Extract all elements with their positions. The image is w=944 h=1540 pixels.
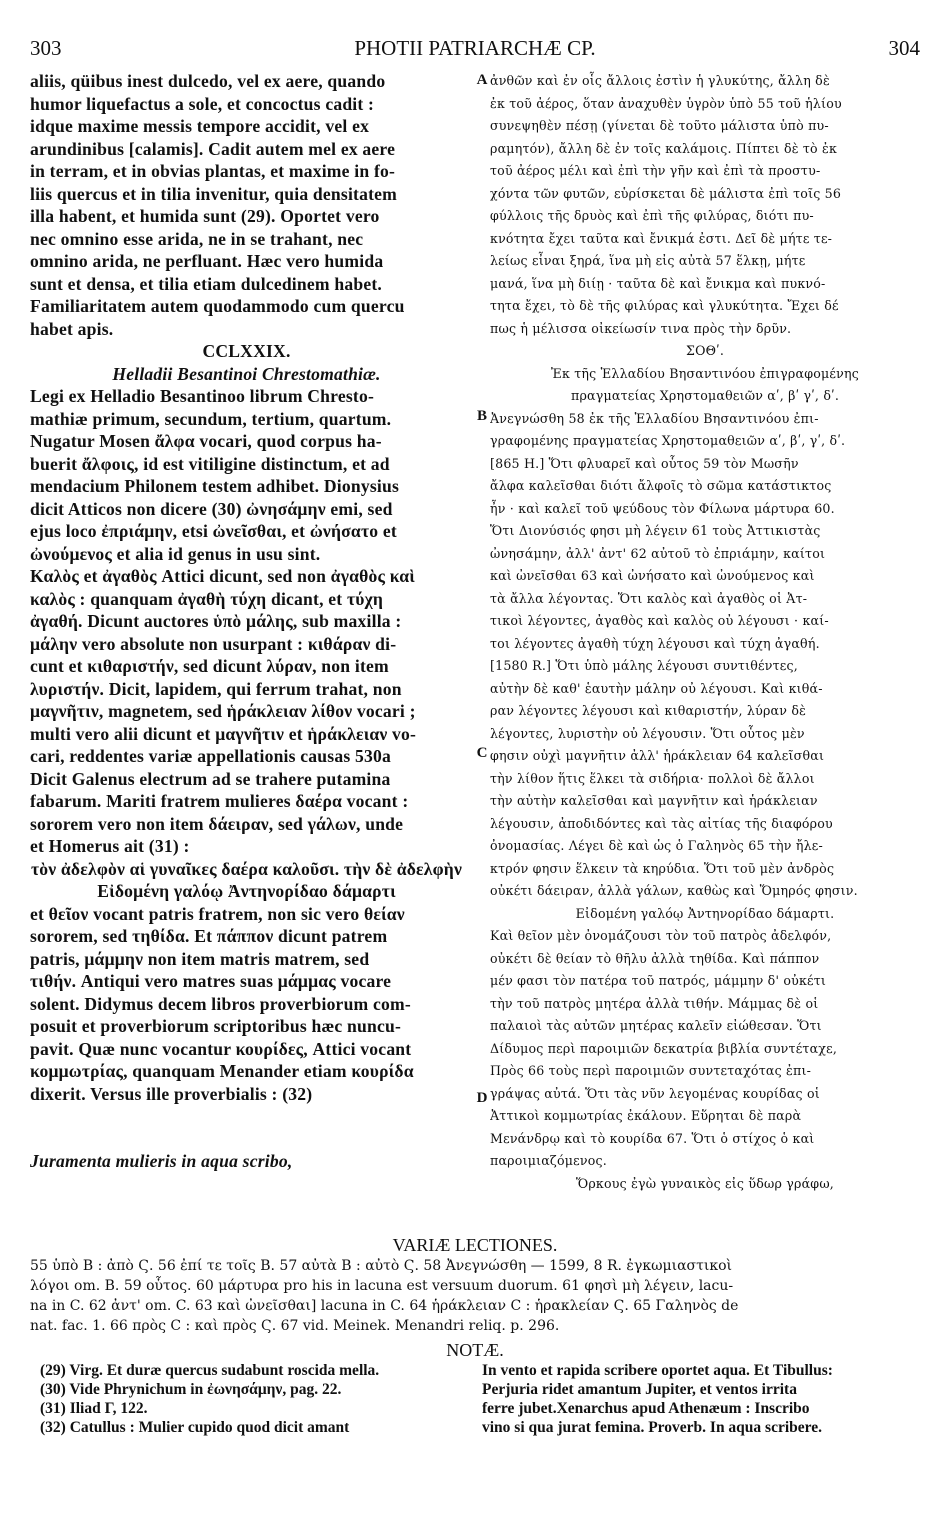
text-line: συνεψηθὲν πέσῃ (γίνεται δὲ τοῦτο μάλιστα ὑπὸ πυ- bbox=[490, 118, 829, 133]
variae-line: 55 ὑπὸ B : ἀπὸ Ϛ. 56 ἐπί τε τοῖς B. 57 αὐτὰ B : αὐτὸ Ϛ. 58 Ἀνεγνώσθη — 1599, 8 R. ἐγκωμιαστικοὶ bbox=[30, 1258, 732, 1274]
text-line: Πρὸς 66 τοὺς περὶ παροιμιῶν συντεταχότας ἐπι- bbox=[490, 1063, 812, 1078]
note-left: (29) Virg. Et duræ quercus sudabunt roscida mella. bbox=[40, 1362, 380, 1379]
note-left: (31) Iliad Γ, 122. bbox=[40, 1400, 148, 1417]
text-line: pavit. Quæ nunc vocantur κουρίδες, Attici vocant bbox=[30, 1038, 412, 1059]
text-line: ejus loco ἐπριάμην, etsi ὠνεῖσθαι, et ὠνήσατο et bbox=[30, 521, 397, 541]
text-line: arundinibus [calamis]. Cadit autem mel ex aere bbox=[30, 138, 396, 159]
note-left: (32) Catullus : Mulier cupido quod dicit amant bbox=[40, 1419, 350, 1436]
note-right: Perjuria ridet amantum Jupiter, et ventos irrita bbox=[482, 1381, 797, 1398]
text-line: Helladii Besantinoi Chrestomathiæ. bbox=[112, 363, 381, 384]
text-line: solent. Didymus decem libros proverbiorum com- bbox=[30, 993, 411, 1014]
text-line: Ἀττικοὶ κομμωτρίας ἐκάλουν. Εὕρηται δὲ παρὰ bbox=[490, 1108, 802, 1123]
text-line: ἐκ τοῦ ἀέρος, ὅταν ἀναχυθὲν ὑγρὸν ὑπὸ 55 τοῦ ἡλίου bbox=[490, 95, 842, 111]
text-line: τοι λέγοντες ἀγαθὴ τύχη λέγουσι καὶ τύχη ἀγαθή. bbox=[490, 635, 820, 651]
text-line: sunt et densa, et tilia etiam dulcedinem habet. bbox=[30, 273, 382, 294]
note-right: ferre jubet.Xenarchus apud Athenæum : Inscribo bbox=[482, 1400, 810, 1417]
text-line: Nugatur Mosen ἄλφα vocari, quod corpus ha- bbox=[30, 431, 382, 451]
text-line: χόντα τῶν φυτῶν, εὑρίσκεται δὲ μάλιστα ἐπὶ τοῖς 56 bbox=[490, 185, 842, 201]
text-line: Dicit Galenus electrum ad se trahere putamina bbox=[30, 768, 391, 789]
text-line: [865 H.] Ὅτι φλυαρεῖ καὶ οὗτος 59 τὸν Μωσῆν bbox=[490, 455, 799, 471]
text-line: Familiaritatem autem quodammodo cum quercu bbox=[30, 296, 405, 316]
text-line: illa habent, et humida sunt (29). Oportet vero bbox=[30, 206, 380, 226]
text-line: dixerit. Versus ille proverbialis : (32) bbox=[30, 1083, 313, 1104]
margin-letter-d: D bbox=[476, 1090, 488, 1106]
text-line: Δίδυμος περὶ παροιμιῶν δεκατρία βιβλία συντέταχε, bbox=[490, 1040, 838, 1056]
text-line: ὠνούμενος et alia id genus in usu sint. bbox=[30, 543, 321, 564]
text-line: CCLXXIX. bbox=[202, 341, 291, 361]
text-line: ὀνομασίας. Λέγει δὲ καὶ ὡς ὁ Γαληνὸς 65 τὴν ἤλε- bbox=[490, 838, 823, 853]
text-line: ραν λέγοντες λέγουσι καὶ κιθαριστήν, λύραν δὲ bbox=[490, 703, 807, 718]
latin-column bbox=[30, 70, 463, 1173]
text-line: μάλην vero absolute non usurpant : κιθάραν di- bbox=[30, 633, 397, 654]
text-line: οὐκέτι δάειραν, ἀλλὰ γάλων, καθὼς καὶ Ὅμηρός φησιν. bbox=[490, 883, 858, 898]
text-line: omnino arida, ne perfluant. Hæc vero humida bbox=[30, 251, 384, 271]
text-line: καλὸς : quanquam ἀγαθὴ τύχη dicant, et τύχη bbox=[30, 588, 384, 609]
text-line: Ἐκ τῆς Ἑλλαδίου Βησαντινόου ἐπιγραφομένης bbox=[551, 365, 859, 381]
text-line: λέγουσιν, ἀποδιδόντες καὶ τὰς αἰτίας τῆς διαφόρου bbox=[490, 815, 833, 831]
text-line: τὴν αὐτὴν καλεῖσθαι καὶ μαγνῆτιν καὶ ἡράκλειαν bbox=[490, 793, 818, 808]
text-line: Ὅρκους ἐγὼ γυναικὸς εἰς ὕδωρ γράφω, bbox=[575, 1175, 834, 1191]
text-line: in terram, et in obvias plantas, et maxime in fo- bbox=[30, 161, 396, 181]
text-line: γράψας αὐτά. Ὅτι τὰς νῦν λεγομένας κουρίδας οἱ bbox=[490, 1085, 820, 1101]
text-line: habet apis. bbox=[30, 318, 114, 339]
text-line: Ἀνεγνώσθη 58 ἐκ τῆς Ἑλλαδίου Βησαντινόου ἐπι- bbox=[490, 410, 819, 426]
text-line: sororem, sed τηθίδα. Et πάππον dicunt patrem bbox=[30, 926, 388, 946]
text-line: μέν φασι τὸν πατέρα τοῦ πατρός, μάμμην δ' οὐκέτι bbox=[490, 973, 827, 988]
text-line: ἀνθῶν καὶ ἐν οἷς ἄλλοις ἐστὶν ἡ γλυκύτης, ἄλλη δὲ bbox=[490, 73, 830, 88]
margin-letter-c: C bbox=[476, 745, 488, 761]
text-line: τητα ἔχει, τὸ δὲ τῆς φιλύρας καὶ γλυκύτητα. Ἔχει δέ bbox=[490, 298, 839, 313]
text-line: Ὅτι Διονύσιός φησι μὴ λέγειν 61 τοὺς Ἀττικιστὰς bbox=[490, 523, 821, 538]
variae-lectiones-heading: VARIÆ LECTIONES. bbox=[392, 1235, 558, 1255]
text-line: τιθήν. Antiqui vero matres suas μάμμας vocare bbox=[30, 971, 392, 991]
variae-line: nat. fac. 1. 66 πρὸς C : καὶ πρὸς Ϛ. 67 vid. Meinek. Menandri reliq. p. 296. bbox=[30, 1318, 560, 1334]
text-line: Μενάνδρῳ καὶ τὸ κουρίδα 67. Ὅτι ὁ στίχος ὁ καὶ bbox=[490, 1130, 815, 1146]
note-left: (30) Vide Phrynichum in ἐωνησάμην, pag. 22. bbox=[40, 1381, 342, 1398]
text-line: κνότητα ἔχει ταῦτα καὶ ἔνικμά ἐστι. Δεῖ δὲ μήτε τε- bbox=[490, 230, 833, 246]
text-line: πραγματείας Χρηστομαθειῶν αʹ, βʹ γʹ, δʹ. bbox=[570, 388, 840, 403]
notae-heading: NOTÆ. bbox=[446, 1340, 504, 1360]
text-line: ἦν · καὶ καλεῖ τοῦ ψεύδους τὸν Φίλωνα μάρτυρα 60. bbox=[490, 500, 835, 516]
text-line: ΣΟΘʹ. bbox=[685, 343, 725, 358]
text-line: fabarum. Mariti fratrem mulieres δαέρα vocant : bbox=[30, 791, 409, 811]
text-line: patris, μάμμην non item matris matrem, sed bbox=[30, 948, 370, 969]
note-right: In vento et rapida scribere oportet aqua. Et Tibullus: bbox=[482, 1362, 833, 1379]
text-line: καὶ ὠνεῖσθαι 63 καὶ ὠνήσατο καὶ ὠνούμενος καὶ bbox=[490, 568, 815, 583]
text-line: Καλὸς et ἀγαθὸς Attici dicunt, sed non ἀγαθὸς καὶ bbox=[30, 566, 415, 586]
text-line: παροιμιαζόμενος. bbox=[490, 1153, 607, 1168]
text-line: cari, reddentes variæ appellationis causas 530a bbox=[30, 746, 391, 766]
variae-line: na in C. 62 ἀντ' om. C. 63 καὶ ὠνεῖσθαι] lacuna in C. 64 ἡράκλειαν C : ἡρακλείαν Ϛ. 65 Γαληνὸς de bbox=[30, 1298, 739, 1314]
margin-letter-b: B bbox=[476, 408, 487, 424]
text-line: μαγνῆτιν, magnetem, sed ἡράκλειαν λίθον vocari ; bbox=[30, 701, 416, 721]
text-line: τοῦ ἀέρος μέλι καὶ ἐπὶ τὴν γῆν καὶ ἐπὶ τὰ προστυ- bbox=[490, 163, 821, 178]
text-line: τὴν τοῦ πατρὸς μητέρα ἀλλὰ τιθήν. Μάμμας δὲ οἱ bbox=[490, 995, 819, 1011]
text-line: nec omnino esse arida, ne in se trahant, nec bbox=[30, 228, 364, 249]
text-line: aliis, qüibus inest dulcedo, vel ex aere, quando bbox=[30, 71, 386, 91]
text-line: φησιν οὐχὶ μαγνῆτιν ἀλλ' ἡράκλειαν 64 καλεῖσθαι bbox=[490, 748, 825, 763]
text-line: τὸν ἀδελφὸν αἱ γυναῖκες δαέρα καλοῦσι. τὴν δὲ ἀδελφὴν bbox=[30, 858, 463, 879]
text-line: Εἰδομένη γαλόῳ Ἀντηνορίδαο δάμαρτι. bbox=[575, 905, 835, 921]
text-line: λέγοντες, λυριστὴν οὐ λέγουσιν. Ὅτι οὗτος μὲν bbox=[490, 725, 805, 741]
text-line: liis quercus et in tilia invenitur, quia densitatem bbox=[30, 183, 398, 204]
margin-letter-a: A bbox=[476, 72, 488, 88]
text-line: humor liquefactus a sole, et concoctus cadit : bbox=[30, 93, 375, 114]
text-line: Εἰδομένη γαλόῳ Ἀντηνορίδαο δάμαρτι bbox=[97, 881, 396, 901]
page-number-right: 304 bbox=[888, 36, 920, 60]
text-line bbox=[30, 1128, 463, 1151]
text-line: φύλλοις τῆς δρυὸς καὶ ἐπὶ τῆς φιλύρας, διότι πυ- bbox=[490, 208, 814, 223]
text-line: λείως εἶναι ξηρά, ἵνα μὴ εἰς αὐτὰ 57 ἕλκῃ, μήτε bbox=[490, 253, 806, 268]
text-line bbox=[30, 1105, 463, 1128]
variae-line: λόγοι om. B. 59 οὗτος. 60 μάρτυρα pro his in lacuna est versuum duorum. 61 φησὶ μὴ λέγειν, lacu- bbox=[30, 1278, 734, 1294]
text-line: mendacium Philonem testem adhibet. Dionysius bbox=[30, 476, 399, 496]
text-line: Legi ex Helladio Besantinoo librum Chresto- bbox=[30, 386, 375, 406]
text-line: αὐτὴν δὲ καθ' ἑαυτὴν μάλην οὐ λέγουσι. Καὶ κιθά- bbox=[490, 680, 823, 696]
running-title: PHOTII PATRIARCHÆ CP. bbox=[354, 36, 596, 60]
text-line: ἀγαθή. Dicunt auctores ὑπὸ μάλης, sub maxilla : bbox=[30, 611, 402, 631]
text-line: Juramenta mulieris in aqua scribo, bbox=[30, 1151, 293, 1171]
running-header bbox=[30, 36, 920, 60]
text-line: buerit ἄλφοις, id est vitiligine distinctum, et ad bbox=[30, 453, 390, 474]
text-line: ὠνησάμην, ἀλλ' ἀντ' 62 αὐτοῦ τὸ ἐπριάμην, καίτοι bbox=[490, 545, 826, 561]
text-line: et Homerus ait (31) : bbox=[30, 836, 190, 856]
text-line: τὴν λίθον ἥτις ἕλκει τὰ σιδήρια· πολλοὶ δὲ ἄλλοι bbox=[490, 770, 815, 786]
text-line: ραμητόν), ἄλλη δὲ ἐν τοῖς καλάμοις. Πίπτει δὲ τὸ ἐκ bbox=[490, 140, 838, 156]
text-line: posuit et proverbiorum scriptoribus hæc nuncu- bbox=[30, 1016, 402, 1036]
text-line: κομμωτρίας, quanquam Menander etiam κουρίδα bbox=[30, 1061, 414, 1081]
text-line: πως ἡ μέλισσα οἰκείωσίν τινα πρὸς τὴν δρῦν. bbox=[490, 320, 792, 336]
text-line: τικοὶ λέγοντες, ἀγαθὸς καὶ καλὸς οὐ λέγουσι · καί- bbox=[490, 613, 829, 628]
text-line: κτρόν φησιν ἕλκειν τὰ κηρύδια. Ὅτι τοῦ μὲν ἀνδρὸς bbox=[490, 860, 835, 876]
text-line: [1580 R.] Ὅτι ὑπὸ μάλης λέγουσι συντιθέντες, bbox=[490, 658, 798, 673]
text-line: οὐκέτι δὲ θείαν τὸ θῆλυ ἀλλὰ τηθίδα. Καὶ πάππον bbox=[490, 950, 820, 966]
page-number-left: 303 bbox=[30, 36, 62, 60]
text-line: et θεῖον vocant patris fratrem, non sic vero θείαν bbox=[30, 903, 405, 924]
text-line: παλαιοὶ τὰς αὐτῶν μητέρας καλεῖν εἰώθεσαν. Ὅτι bbox=[490, 1018, 822, 1033]
text-line: cunt et κιθαριστήν, sed dicunt λύραν, non item bbox=[30, 656, 389, 676]
note-right: vino si qua jurat femina. Proverb. In aqua scribere. bbox=[482, 1419, 823, 1436]
text-line: λυριστήν. Dicit, lapidem, qui ferrum trahat, non bbox=[30, 678, 402, 699]
text-line: μανά, ἵνα μὴ διίῃ · ταῦτα δὲ καὶ ἔνικμα καὶ πυκνό- bbox=[490, 275, 826, 291]
text-line: sororem vero non item δάειραν, sed γάλων, unde bbox=[30, 813, 404, 834]
text-line: dicit Atticos non dicere (30) ὠνησάμην emi, sed bbox=[30, 498, 393, 519]
text-line: ἄλφα καλεῖσθαι διότι ἄλφοῖς τὸ σῶμα κατάστικτος bbox=[490, 478, 832, 493]
text-line: τὰ ἄλλα λέγοντας. Ὅτι καλὸς καὶ ἀγαθὸς οἱ Ἀτ- bbox=[490, 590, 808, 606]
text-line: mathiæ primum, secundum, tertium, quartum. bbox=[30, 408, 392, 429]
text-line: idque maxime messis tempore accidit, vel ex bbox=[30, 116, 370, 136]
greek-column bbox=[490, 70, 920, 1195]
text-line: multi vero alii dicunt et μαγνῆτιν et ἡράκλειαν vo- bbox=[30, 723, 417, 744]
text-line: Καὶ θεῖον μὲν ὀνομάζουσι τὸν τοῦ πατρὸς ἀδελφόν, bbox=[490, 928, 832, 943]
text-line: γραφομένης πραγματείας Χρηστομαθειῶν αʹ, βʹ, γʹ, δʹ. bbox=[490, 433, 846, 448]
